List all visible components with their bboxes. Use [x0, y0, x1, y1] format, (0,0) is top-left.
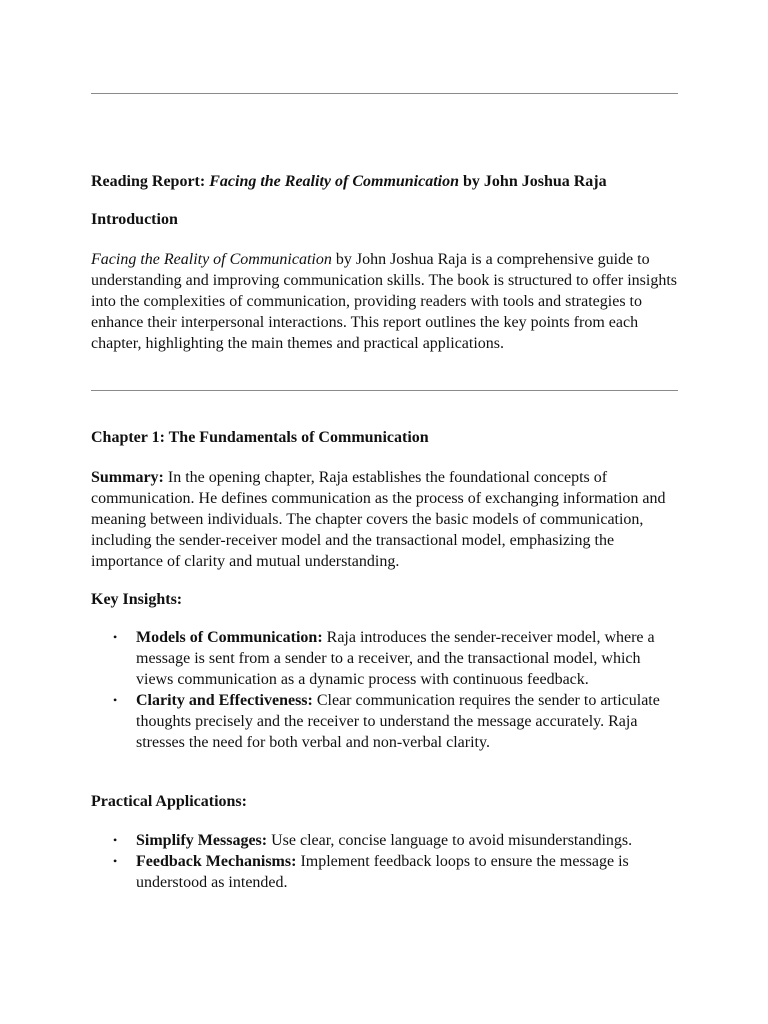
report-title-prefix: Reading Report:: [91, 173, 210, 190]
insight-text: Raja introduces the sender-receiver model, where a message is sent from a sender to a receiver, and the transactional model, which views communication as a dynamic process with continuous feedback.: [136, 629, 655, 688]
list-item: [91, 830, 678, 851]
chapter1-heading: Chapter 1: The Fundamentals of Communication: [91, 429, 429, 446]
introduction-book-title: Facing the Reality of Communication: [91, 251, 332, 268]
introduction-text: by John Joshua Raja is a comprehensive guide to understanding and improving communication skills. The book is structured to offer insights into the complexities of communication, providing readers with tools and strategies to enhance their interpersonal interactions. This report outlines the key points from each chapter, highlighting the main themes and practical applications.: [91, 251, 677, 352]
practical-text: Implement feedback loops to ensure the message is understood as intended.: [136, 853, 629, 891]
practical-label: Feedback Mechanisms:: [136, 853, 297, 870]
report-title-book: Facing the Reality of Communication: [209, 173, 460, 190]
bullet-icon: •: [113, 833, 118, 847]
summary-label: Summary:: [91, 469, 164, 486]
summary-text: In the opening chapter, Raja establishes the foundational concepts of communication. He defines communication as the process of exchanging information and meaning between individuals. The chapter covers the basic models of communication, including the sender-receiver model and the transactional model, emphasizing the importance of clarity and mutual understanding.: [91, 469, 666, 570]
section-divider: [91, 390, 678, 391]
bullet-icon: •: [113, 630, 118, 644]
practical-applications-heading: Practical Applications:: [91, 793, 247, 810]
practical-applications-list: [91, 830, 678, 893]
insight-label: Clarity and Effectiveness:: [136, 692, 313, 709]
key-insights-heading: Key Insights:: [91, 591, 183, 608]
list-item: [91, 627, 678, 690]
insight-label: Models of Communication:: [136, 629, 323, 646]
practical-label: Simplify Messages:: [136, 832, 268, 849]
practical-text: Use clear, concise language to avoid misunderstandings.: [267, 832, 633, 849]
introduction-heading: Introduction: [91, 211, 178, 228]
bullet-icon: •: [113, 693, 118, 707]
list-item: [91, 851, 678, 893]
top-divider: [91, 93, 678, 94]
insight-text: Clear communication requires the sender to articulate thoughts precisely and the receiver to understand the message accurately. Raja stresses the need for both verbal and non-verbal clarity.: [136, 692, 660, 751]
key-insights-list: [91, 627, 678, 753]
introduction-paragraph: [91, 249, 678, 354]
bullet-icon: •: [113, 854, 118, 868]
report-title-author: by John Joshua Raja: [459, 173, 607, 190]
chapter1-summary: [91, 467, 678, 572]
report-title: [91, 171, 678, 192]
list-item: [91, 690, 678, 753]
